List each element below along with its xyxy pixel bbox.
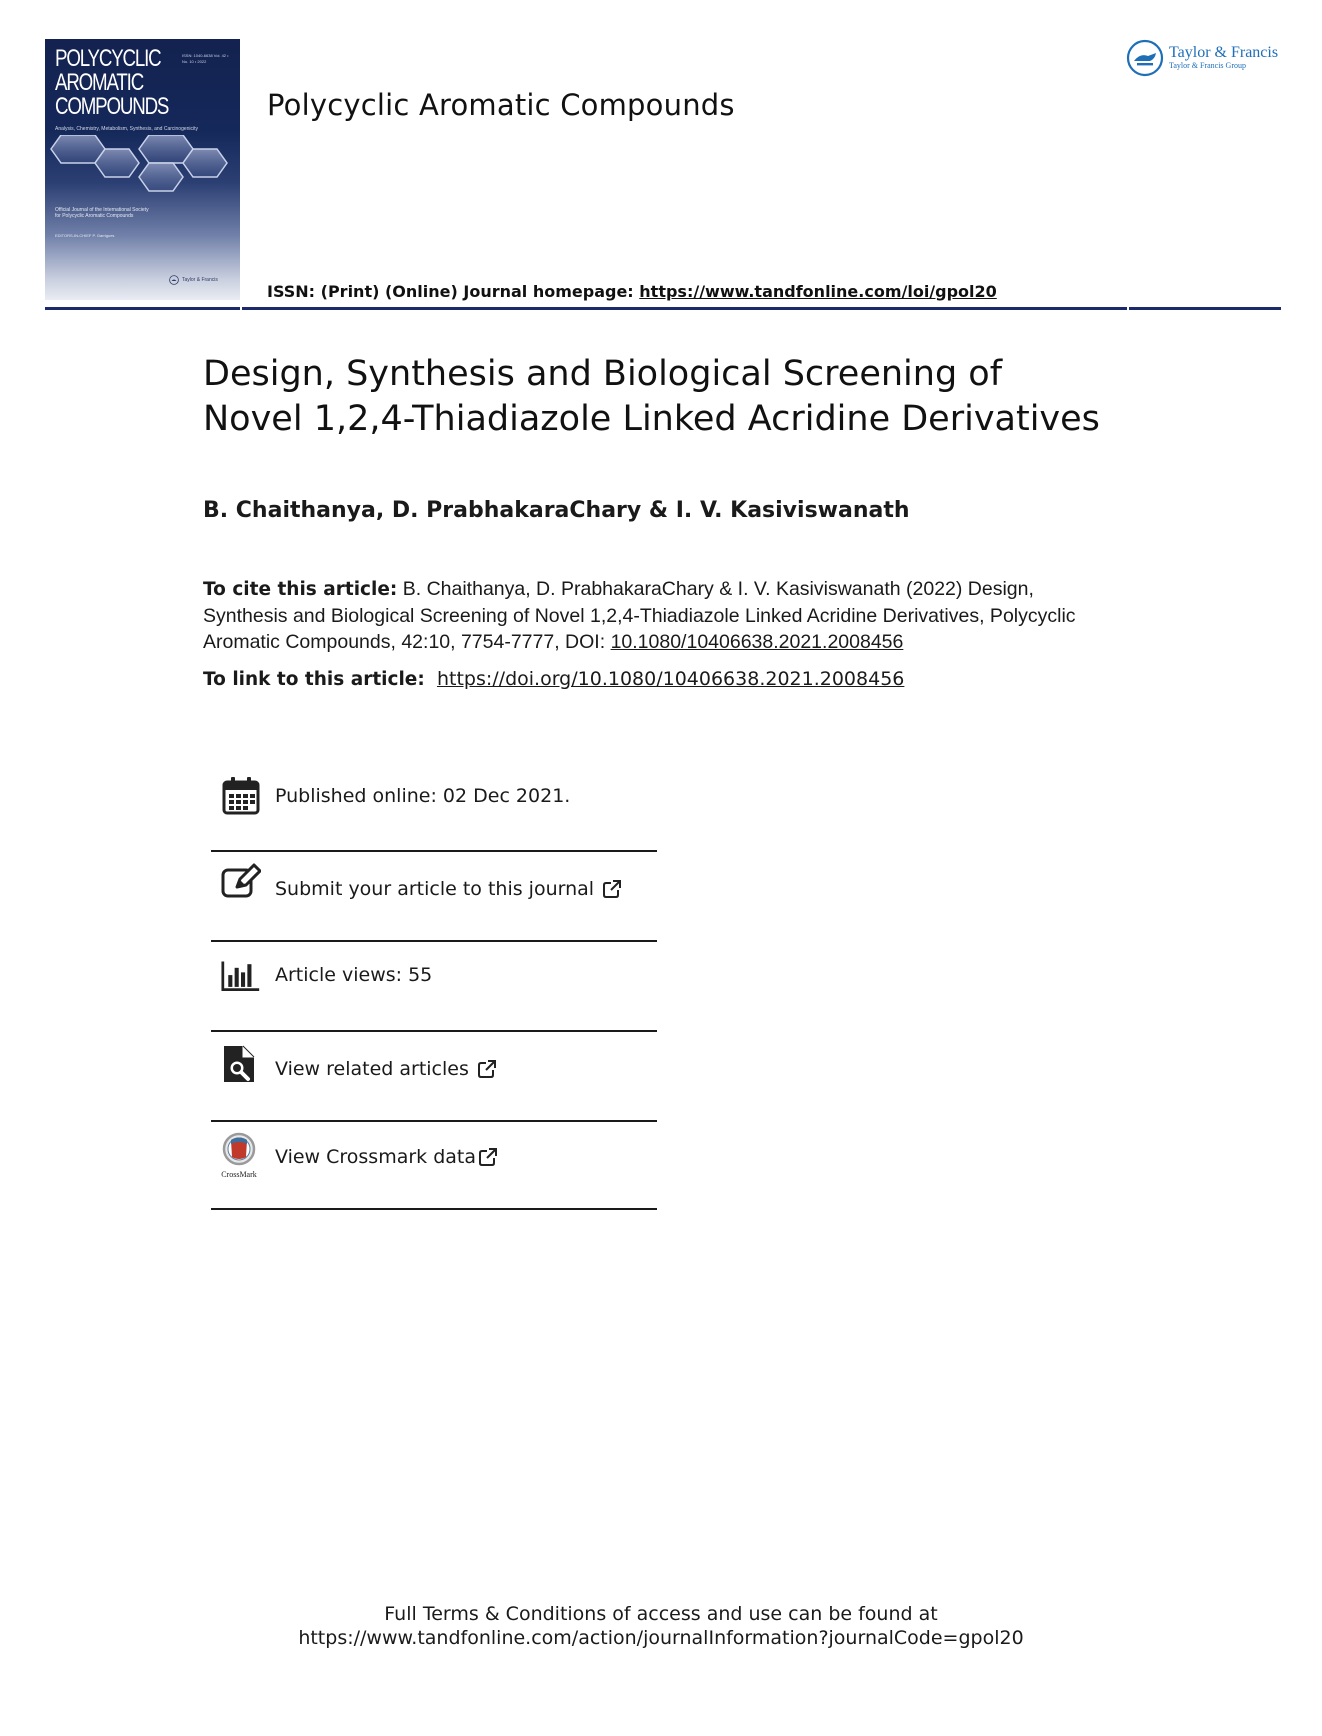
article-views-text: Article views: 55 <box>275 964 433 986</box>
taylor-francis-logo[interactable] <box>1126 39 1278 77</box>
issn-line <box>267 282 997 301</box>
terms-footer <box>0 1602 1322 1650</box>
cover-title-line: AROMATIC <box>55 69 144 96</box>
header-divider <box>45 307 1281 310</box>
footer-terms-url[interactable]: https://www.tandfonline.com/action/journalInformation?journalCode=gpol20 <box>298 1627 1024 1649</box>
row-divider <box>211 850 657 852</box>
citation-text: B. Chaithanya, D. PrabhakaraChary & I. V. Kasiviswanath (2022) Design, Synthesis and Biological Screening of Novel 1,2,4-Thiadiazole Linked Acridine Derivatives, Polycyclic Aromatic Compounds, 42:10, 7754-7777, DOI: <box>203 578 1076 653</box>
article-link-line <box>203 667 904 690</box>
related-articles-link[interactable] <box>275 1058 497 1080</box>
article-authors: B. Chaithanya, D. PrabhakaraChary & I. V. Kasiviswanath <box>203 498 910 523</box>
hexagon-pattern-icon <box>45 135 240 265</box>
publisher-lamp-icon <box>1126 39 1164 77</box>
row-divider <box>211 1208 657 1210</box>
cover-subtitle: Analysis, Chemistry, Metabolism, Synthesis, and Carcinogenicity <box>55 126 199 132</box>
article-title <box>203 352 1203 442</box>
external-link-icon <box>478 1147 498 1167</box>
cover-journal-note: Official Journal of the International Society for Polycyclic Aromatic Compounds <box>55 207 149 219</box>
article-title-line: Design, Synthesis and Biological Screening of <box>203 354 1003 394</box>
external-link-icon <box>477 1059 497 1079</box>
submit-article-label: Submit your article to this journal <box>275 878 595 900</box>
header-divider-gap <box>1127 307 1129 310</box>
citation-doi-link[interactable]: 10.1080/10406638.2021.2008456 <box>610 631 904 653</box>
external-link-icon <box>602 879 622 899</box>
crossmark-label: View Crossmark data <box>275 1146 477 1168</box>
row-divider <box>211 940 657 942</box>
published-online-text: Published online: 02 Dec 2021. <box>275 785 571 807</box>
publisher-logo-name: Taylor & Francis <box>1169 44 1279 61</box>
cover-publisher <box>169 275 239 285</box>
journal-cover-image <box>45 39 240 300</box>
row-divider <box>211 1120 657 1122</box>
related-articles-row[interactable] <box>211 1038 657 1118</box>
issn-label: ISSN: (Print) (Online) Journal homepage: <box>267 282 640 301</box>
cover-issue-info: ISSN: 1040-6638 Vol. 42 • No. 10 • 2022 <box>182 53 229 64</box>
article-doi-url-link[interactable]: https://doi.org/10.1080/10406638.2021.2008456 <box>436 668 905 690</box>
journal-name: Polycyclic Aromatic Compounds <box>267 88 735 122</box>
journal-homepage-link[interactable]: https://www.tandfonline.com/loi/gpol20 <box>639 282 997 301</box>
article-title-line: Novel 1,2,4-Thiadiazole Linked Acridine Derivatives <box>203 399 1100 439</box>
document-search-icon <box>221 1044 261 1084</box>
bar-chart-icon <box>221 956 261 996</box>
submit-article-link[interactable] <box>275 878 622 900</box>
crossmark-icon <box>217 1132 261 1180</box>
cover-title-line: POLYCYCLIC <box>55 45 161 72</box>
article-link-label: To link to this article: <box>203 669 425 690</box>
cover-title-line: COMPOUNDS <box>55 93 169 120</box>
publisher-lamp-icon <box>169 275 179 285</box>
crossmark-row[interactable] <box>211 1128 657 1208</box>
cover-publisher-label: Taylor & Francis <box>182 277 218 283</box>
footer-terms-line: Full Terms & Conditions of access and use can be found at <box>384 1603 938 1625</box>
published-online-row <box>211 772 657 852</box>
edit-note-icon <box>221 862 261 902</box>
calendar-icon <box>221 776 261 816</box>
cover-editors: EDITORS-IN-CHIEF P. Garrigues <box>55 233 115 238</box>
submit-article-row[interactable] <box>211 858 657 938</box>
related-articles-label: View related articles <box>275 1058 469 1080</box>
row-divider <box>211 1030 657 1032</box>
crossmark-logo-text: CrossMark <box>221 1170 257 1179</box>
citation-block <box>203 576 1093 655</box>
publisher-logo-group: Taylor & Francis Group <box>1169 61 1246 70</box>
citation-label: To cite this article: <box>203 579 398 600</box>
cover-title <box>55 45 169 120</box>
article-views-row <box>211 948 657 1028</box>
header-divider-gap <box>240 307 242 310</box>
crossmark-link[interactable] <box>275 1146 498 1168</box>
